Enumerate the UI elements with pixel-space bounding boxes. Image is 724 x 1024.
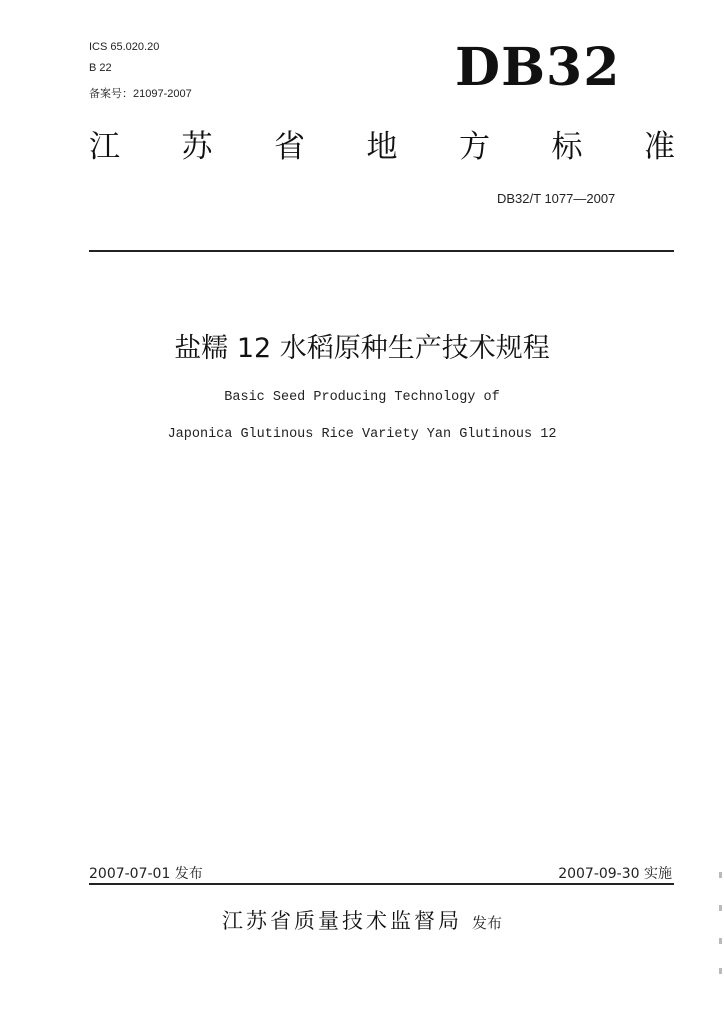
document-title-chinese: 盐糯 12 水稻原种生产技术规程 (174, 333, 550, 364)
implementation-date: 2007-09-30 实施 (558, 866, 672, 882)
issuer-suffix: 发布 (471, 914, 502, 932)
ccs-code: B 22 (89, 62, 112, 74)
scan-artifact (719, 968, 722, 974)
standard-number: DB32/T 1077—2007 (497, 191, 616, 206)
issuer-name: 江苏省质量技术监督局 (221, 909, 462, 933)
standard-code-logo: DB32 (455, 37, 621, 98)
standard-type-char: 方 (459, 129, 490, 165)
scan-artifact (719, 905, 722, 911)
issuer-line (0, 905, 724, 935)
scan-artifact (719, 872, 722, 878)
standard-type-char: 标 (551, 129, 583, 165)
standard-type-char: 地 (366, 129, 398, 165)
scan-artifact (719, 938, 722, 944)
bottom-divider (89, 883, 674, 885)
standard-type-char: 江 (89, 129, 120, 165)
top-divider (89, 250, 674, 252)
standard-type-char: 省 (274, 129, 305, 165)
document-title-english-line-1: Basic Seed Producing Technology of (224, 390, 500, 405)
ics-code: ICS 65.020.20 (89, 41, 160, 53)
filing-number: 备案号：21097-2007 (89, 88, 192, 100)
document-title-english-line-2: Japonica Glutinous Rice Variety Yan Glutinous 12 (167, 427, 557, 442)
standard-type-char: 准 (644, 129, 675, 165)
issue-date: 2007-07-01 发布 (89, 866, 203, 882)
standard-type-heading (89, 129, 675, 165)
standard-type-char: 苏 (181, 129, 213, 165)
